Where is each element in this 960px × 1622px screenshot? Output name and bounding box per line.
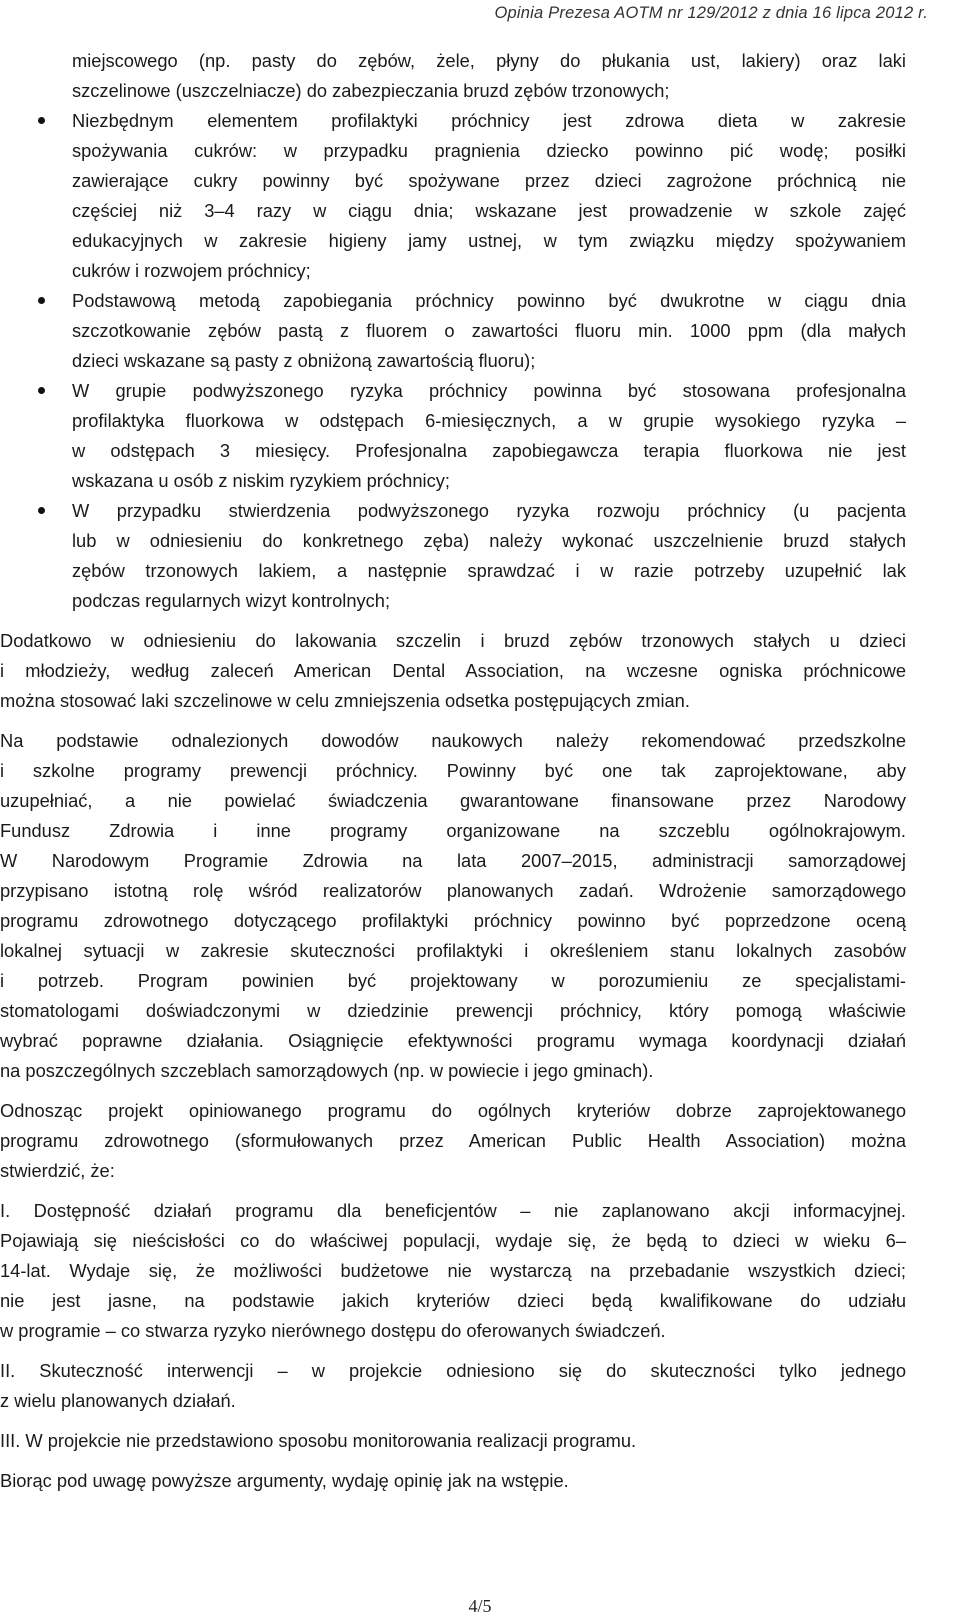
text-line: szczotkowanie zębów pastą z fluorem o zawartości fluoru min. 1000 ppm (dla małych [72,320,906,341]
text-line: Odnosząc projekt opiniowanego programu do ogólnych kryteriów dobrze zaprojektowanego [0,1100,906,1121]
bullet-icon [38,297,45,304]
document-header: Opinia Prezesa AOTM nr 129/2012 z dnia 16 lipca 2012 r. [494,4,928,22]
text-line: można stosować laki szczelinowe w celu zmniejszenia odsetka postępujących zmian. [0,690,690,711]
text-line: w programie – co stwarza ryzyko nierównego dostępu do oferowanych świadczeń. [0,1320,666,1341]
text-line: W przypadku stwierdzenia podwyższonego ryzyka rozwoju próchnicy (u pacjenta [72,500,906,521]
text-line: Fundusz Zdrowia i inne programy organizowane na szczeblu ogólnokrajowym. [0,820,906,841]
text-line: zębów trzonowych lakiem, a następnie sprawdzać i w razie potrzeby uzupełnić lak [72,560,906,581]
text-line: częściej niż 3–4 razy w ciągu dnia; wskazane jest prowadzenie w szkole zajęć [72,200,906,221]
text-line: zawierające cukry powinny być spożywane przez dzieci zagrożone próchnicą nie [72,170,906,191]
text-line: dzieci wskazane są pasty z obniżoną zawartością fluoru); [72,350,536,371]
text-line: miejscowego (np. pasty do zębów, żele, płyny do płukania ust, lakiery) oraz laki [72,50,906,71]
text-line: i młodzieży, według zaleceń American Dental Association, na wczesne ogniska próchnicowe [0,660,906,681]
text-line: Biorąc pod uwagę powyższe argumenty, wydaję opinię jak na wstępie. [0,1470,569,1491]
text-line: profilaktyka fluorkowa w odstępach 6-miesięcznych, a w grupie wysokiego ryzyka – [72,410,906,431]
text-line: 14-lat. Wydaje się, że możliwości budżetowe nie wystarczą na przebadanie wszystkich dzieci; [0,1260,906,1281]
page-number: 4/5 [468,1596,492,1616]
text-line: programu zdrowotnego dotyczącego profilaktyki próchnicy powinno być poprzedzone oceną [0,910,906,931]
text-line: lokalnej sytuacji w zakresie skuteczności profilaktyki i określeniem stanu lokalnych zasobów [0,940,906,961]
text-line: Podstawową metodą zapobiegania próchnicy powinno być dwukrotne w ciągu dnia [72,290,906,311]
text-line: w odstępach 3 miesięcy. Profesjonalna zapobiegawcza terapia fluorkowa nie jest [72,440,906,461]
text-line: wybrać poprawne działania. Osiągnięcie efektywności programu wymaga koordynacji działań [0,1030,906,1051]
text-line: nie jest jasne, na podstawie jakich kryteriów dzieci będą kwalifikowane do udziału [0,1290,906,1311]
bullet-icon [38,117,45,124]
text-line: I. Dostępność działań programu dla beneficjentów – nie zaplanowano akcji informacyjnej. [0,1200,906,1221]
text-line: II. Skuteczność interwencji – w projekcie odniesiono się do skuteczności tylko jednego [0,1360,906,1381]
text-line: Na podstawie odnalezionych dowodów naukowych należy rekomendować przedszkolne [0,730,906,751]
text-line: szczelinowe (uszczelniacze) do zabezpieczania bruzd zębów trzonowych; [72,80,670,101]
text-line: z wielu planowanych działań. [0,1390,236,1411]
bullet-icon [38,387,45,394]
text-line: stwierdzić, że: [0,1160,115,1181]
text-line: Pojawiają się nieścisłości co do właściwej populacji, wydaje się, że będą to dzieci w wieku 6– [0,1230,906,1251]
text-line: lub w odniesieniu do konkretnego zęba) należy wykonać uszczelnienie bruzd stałych [72,530,906,551]
text-line: edukacyjnych w zakresie higieny jamy ustnej, w tym związku między spożywaniem [72,230,906,251]
bullet-icon [38,507,45,514]
text-line: Niezbędnym elementem profilaktyki próchnicy jest zdrowa dieta w zakresie [72,110,906,131]
text-line: i szkolne programy prewencji próchnicy. Powinny być one tak zaprojektowane, aby [0,760,906,781]
text-line: cukrów i rozwojem próchnicy; [72,260,311,281]
text-line: uzupełniać, a nie powielać świadczenia gwarantowane finansowane przez Narodowy [0,790,906,811]
text-line: spożywania cukrów: w przypadku pragnienia dziecko powinno pić wodę; posiłki [72,140,906,161]
text-line: III. W projekcie nie przedstawiono sposobu monitorowania realizacji programu. [0,1430,637,1451]
text-line: wskazana u osób z niskim ryzykiem próchnicy; [72,470,450,491]
text-line: programu zdrowotnego (sformułowanych przez American Public Health Association) można [0,1130,906,1151]
text-line: podczas regularnych wizyt kontrolnych; [72,590,391,611]
text-line: W Narodowym Programie Zdrowia na lata 2007–2015, administracji samorządowej [0,850,906,871]
text-line: i potrzeb. Program powinien być projektowany w porozumieniu ze specjalistami- [0,970,906,991]
text-line: na poszczególnych szczeblach samorządowych (np. w powiecie i jego gminach). [0,1060,654,1081]
text-line: W grupie podwyższonego ryzyka próchnicy powinna być stosowana profesjonalna [72,380,906,401]
text-line: stomatologami doświadczonymi w dziedzinie prewencji próchnicy, który pomogą właściwie [0,1000,906,1021]
text-line: Dodatkowo w odniesieniu do lakowania szczelin i bruzd zębów trzonowych stałych u dzieci [0,630,906,651]
text-line: przypisano istotną rolę wśród realizatorów planowanych zadań. Wdrożenie samorządowego [0,880,906,901]
